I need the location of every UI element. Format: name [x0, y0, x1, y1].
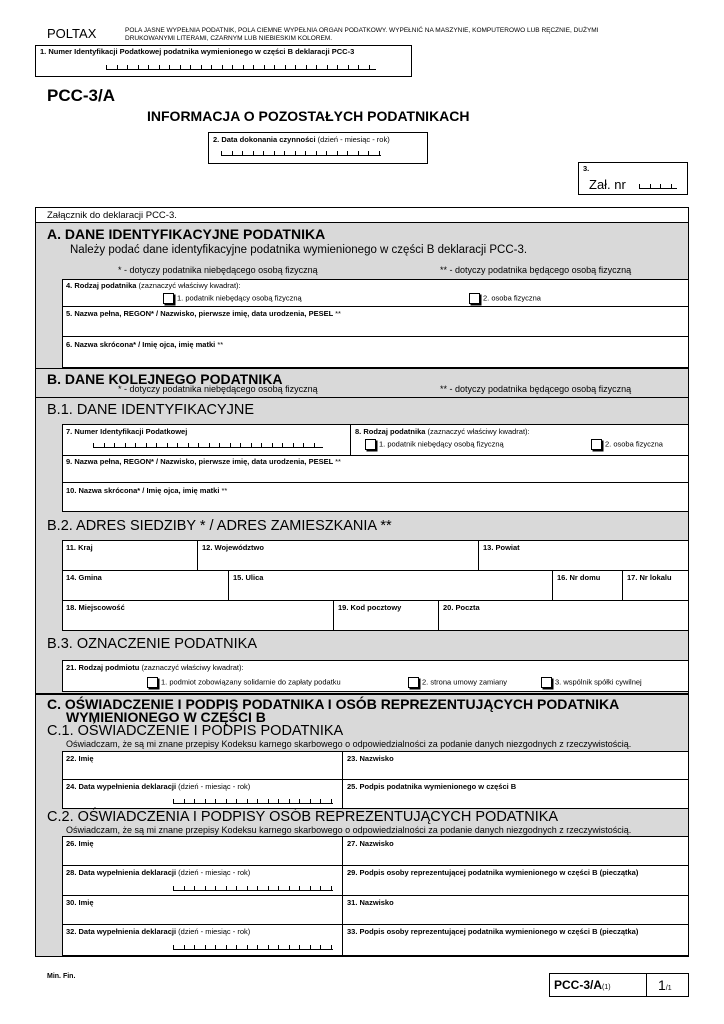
attachment-number-text: Zał. nr: [589, 177, 626, 192]
field-8-box: [350, 424, 689, 456]
field-15-box[interactable]: [228, 570, 553, 601]
field-33-box[interactable]: [342, 924, 689, 956]
field-5-stars: **: [335, 309, 341, 318]
date-hint: (dzień - miesiąc - rok): [317, 135, 390, 144]
field-8-label: 8. Rodzaj podatnika: [355, 427, 426, 436]
instructions-line2: DRUKOWANYMI LITERAMI, CZARNYM LUB NIEBIESKIM KOLOREM.: [125, 35, 333, 42]
field-4-hint: (zaznaczyć właściwy kwadrat):: [138, 281, 241, 290]
field-27-label: 27. Nazwisko: [347, 839, 394, 848]
section-b-title: B. DANE KOLEJNEGO PODATNIKA: [47, 371, 283, 387]
field-18-box[interactable]: [62, 600, 334, 631]
ministry-label: Min. Fin.: [47, 973, 76, 980]
section-c-title-line2: WYMIENIONEGO W CZĘŚCI B: [66, 709, 266, 725]
field-29-box[interactable]: [342, 865, 689, 896]
checkbox-icon[interactable]: [541, 677, 552, 688]
field-14-box[interactable]: [62, 570, 229, 601]
field-13-box[interactable]: [478, 540, 689, 571]
date-label: 2. Data dokonania czynności: [213, 135, 316, 144]
field-19-box[interactable]: [333, 600, 439, 631]
field-7-label: 7. Numer Identyfikacji Podatkowej: [66, 427, 188, 436]
field-18-label: 18. Miejscowość: [66, 603, 125, 612]
field-21-option-2[interactable]: 2. strona umowy zamiany: [408, 677, 507, 688]
field-31-label: 31. Nazwisko: [347, 898, 394, 907]
field-16-label: 16. Nr domu: [557, 573, 601, 582]
checkbox-icon[interactable]: [163, 293, 174, 304]
field-27-box[interactable]: [342, 836, 689, 866]
date-input[interactable]: [221, 150, 381, 156]
section-c-title-line1: C. OŚWIADCZENIE I PODPIS PODATNIKA I OSÓB REPREZENTUJĄCYCH PODATNIKA: [47, 696, 620, 712]
footer-page-of: /1: [665, 985, 672, 992]
field-23-box[interactable]: [342, 751, 689, 780]
field-9-label: 9. Nazwa pełna, REGON* / Nazwisko, pierwsze imię, data urodzenia, PESEL: [66, 457, 334, 466]
field-6-box[interactable]: [62, 336, 689, 368]
field-26-label: 26. Imię: [66, 839, 94, 848]
field-10-stars: **: [221, 486, 228, 495]
field-32-box: [62, 924, 343, 956]
field-16-box[interactable]: [552, 570, 623, 601]
field-24-box: [62, 779, 343, 809]
attachment-note: Załącznik do deklaracji PCC-3.: [47, 210, 177, 221]
field-15-label: 15. Ulica: [233, 573, 264, 582]
field-28-input[interactable]: [173, 885, 333, 891]
field-4-box: [62, 279, 689, 307]
field-17-box[interactable]: [622, 570, 689, 601]
field-26-box[interactable]: [62, 836, 343, 866]
field-13-label: 13. Powiat: [483, 543, 520, 552]
field-32-label: 32. Data wypełnienia deklaracji: [66, 927, 177, 936]
field-14-label: 14. Gmina: [66, 573, 102, 582]
attachment-number-box: [578, 162, 688, 195]
section-c1-statement: Oświadczam, że są mi znane przepisy Kodeksu karnego skarbowego o odpowiedzialności za podanie danych niezgodnych z rzeczywistością.: [66, 739, 632, 749]
field-4-option-2[interactable]: 2. osoba fizyczna: [469, 293, 541, 304]
field-31-box[interactable]: [342, 895, 689, 925]
field-28-label: 28. Data wypełnienia deklaracji: [66, 868, 177, 877]
field-21-label: 21. Rodzaj podmiotu: [66, 663, 140, 672]
field-12-box[interactable]: [197, 540, 479, 571]
checkbox-icon[interactable]: [147, 677, 158, 688]
field-30-box[interactable]: [62, 895, 343, 925]
section-a-note2: ** - dotyczy podatnika będącego osobą fizyczną: [440, 265, 632, 275]
field-17-label: 17. Nr lokalu: [627, 573, 672, 582]
checkbox-icon[interactable]: [469, 293, 480, 304]
field-20-label: 20. Poczta: [443, 603, 480, 612]
attachment-number-label: 3.: [583, 164, 590, 173]
footer-code-box: [549, 973, 689, 997]
field-11-box[interactable]: [62, 540, 198, 571]
section-c2-statement: Oświadczam, że są mi znane przepisy Kodeksu karnego skarbowego o odpowiedzialności za podanie danych niezgodnych z rzeczywistością.: [66, 825, 632, 835]
field-21-box: [62, 660, 689, 692]
footer-code-version: (1): [602, 984, 611, 991]
section-c2-title: C.2. OŚWIADCZENIA I PODPISY OSÓB REPREZENTUJĄCYCH PODATNIKA: [47, 809, 559, 825]
field-5-label: 5. Nazwa pełna, REGON* / Nazwisko, pierwsze imię, data urodzenia, PESEL: [66, 309, 334, 318]
attachment-number-input[interactable]: [639, 183, 677, 189]
section-b-note1: * - dotyczy podatnika niebędącego osobą fizyczną: [118, 384, 318, 394]
form-code: PCC-3/A: [47, 86, 116, 105]
nip-field-box: [35, 45, 412, 77]
section-a-note1: * - dotyczy podatnika niebędącego osobą fizyczną: [118, 265, 318, 275]
field-7-box: [62, 424, 351, 456]
field-10-box[interactable]: [62, 482, 689, 512]
field-8-option-2[interactable]: 2. osoba fizyczna: [591, 439, 663, 450]
field-22-box[interactable]: [62, 751, 343, 780]
section-a-subtitle: Należy podać dane identyfikacyjne podatnika wymienionego w części B deklaracji PCC-3.: [70, 244, 528, 256]
field-25-box[interactable]: [342, 779, 689, 809]
field-19-label: 19. Kod pocztowy: [338, 603, 402, 612]
field-24-hint: (dzień - miesiąc - rok): [178, 782, 251, 791]
field-6-label: 6. Nazwa skrócona* / Imię ojca, imię matki: [66, 340, 216, 349]
field-12-label: 12. Województwo: [202, 543, 264, 552]
field-10-label: 10. Nazwa skrócona* / Imię ojca, imię matki: [66, 486, 220, 495]
form-title: INFORMACJA O POZOSTAŁYCH PODATNIKACH: [147, 108, 470, 124]
field-20-box[interactable]: [438, 600, 689, 631]
field-11-label: 11. Kraj: [66, 543, 93, 552]
field-21-hint: (zaznaczyć właściwy kwadrat):: [141, 663, 244, 672]
checkbox-icon[interactable]: [408, 677, 419, 688]
section-b2-title: B.2. ADRES SIEDZIBY * / ADRES ZAMIESZKANIA **: [47, 518, 392, 534]
date-field-box: [208, 132, 428, 164]
field-9-box[interactable]: [62, 455, 689, 483]
section-b1-title: B.1. DANE IDENTYFIKACYJNE: [47, 402, 255, 418]
section-a-title: A. DANE IDENTYFIKACYJNE PODATNIKA: [47, 226, 326, 242]
field-9-stars: **: [335, 457, 341, 466]
footer-page: 1: [658, 977, 666, 993]
field-21-option-1[interactable]: 1. podmiot zobowiązany solidarnie do zapłaty podatku: [147, 677, 341, 688]
field-8-option-1[interactable]: 1. podatnik niebędący osobą fizyczną: [365, 439, 504, 450]
field-23-label: 23. Nazwisko: [347, 754, 394, 763]
field-4-option-1[interactable]: 1. podatnik niebędący osobą fizyczną: [163, 293, 302, 304]
field-21-option-3[interactable]: 3. wspólnik spółki cywilnej: [541, 677, 642, 688]
field-8-hint: (zaznaczyć właściwy kwadrat):: [427, 427, 530, 436]
field-33-label: 33. Podpis osoby reprezentującej podatnika wymienionego w części B (pieczątka): [347, 927, 639, 936]
field-6-stars: **: [217, 340, 224, 349]
instructions-line1: POLA JASNE WYPEŁNIA PODATNIK, POLA CIEMNE WYPEŁNIA ORGAN PODATKOWY. WYPEŁNIĆ NA MASZYNIE, KOMPUTEROWO LUB RĘCZNIE, DUŻYMI: [125, 27, 599, 34]
field-4-label: 4. Rodzaj podatnika: [66, 281, 137, 290]
field-25-label: 25. Podpis podatnika wymienionego w części B: [347, 782, 517, 791]
field-28-hint: (dzień - miesiąc - rok): [178, 868, 251, 877]
field-24-input[interactable]: [173, 798, 333, 804]
section-c1-title: C.1. OŚWIADCZENIE I PODPIS PODATNIKA: [47, 723, 344, 739]
field-29-label: 29. Podpis osoby reprezentującej podatnika wymienionego w części B (pieczątka): [347, 868, 639, 877]
nip-label: 1. Numer Identyfikacji Podatkowej podatnika wymienionego w części B deklaracji PCC-3: [40, 47, 355, 56]
brand: POLTAX: [47, 26, 97, 41]
nip-input[interactable]: [106, 64, 376, 70]
footer-code: PCC-3/A: [554, 978, 603, 992]
field-30-label: 30. Imię: [66, 898, 94, 907]
field-32-input[interactable]: [173, 944, 333, 950]
field-32-hint: (dzień - miesiąc - rok): [178, 927, 251, 936]
checkbox-icon[interactable]: [591, 439, 602, 450]
field-28-box: [62, 865, 343, 896]
checkbox-icon[interactable]: [365, 439, 376, 450]
section-b3-title: B.3. OZNACZENIE PODATNIKA: [47, 636, 258, 652]
field-7-input[interactable]: [93, 442, 323, 448]
field-22-label: 22. Imię: [66, 754, 94, 763]
field-5-box[interactable]: [62, 306, 689, 337]
section-b-note2: ** - dotyczy podatnika będącego osobą fizyczną: [440, 384, 632, 394]
field-24-label: 24. Data wypełnienia deklaracji: [66, 782, 177, 791]
